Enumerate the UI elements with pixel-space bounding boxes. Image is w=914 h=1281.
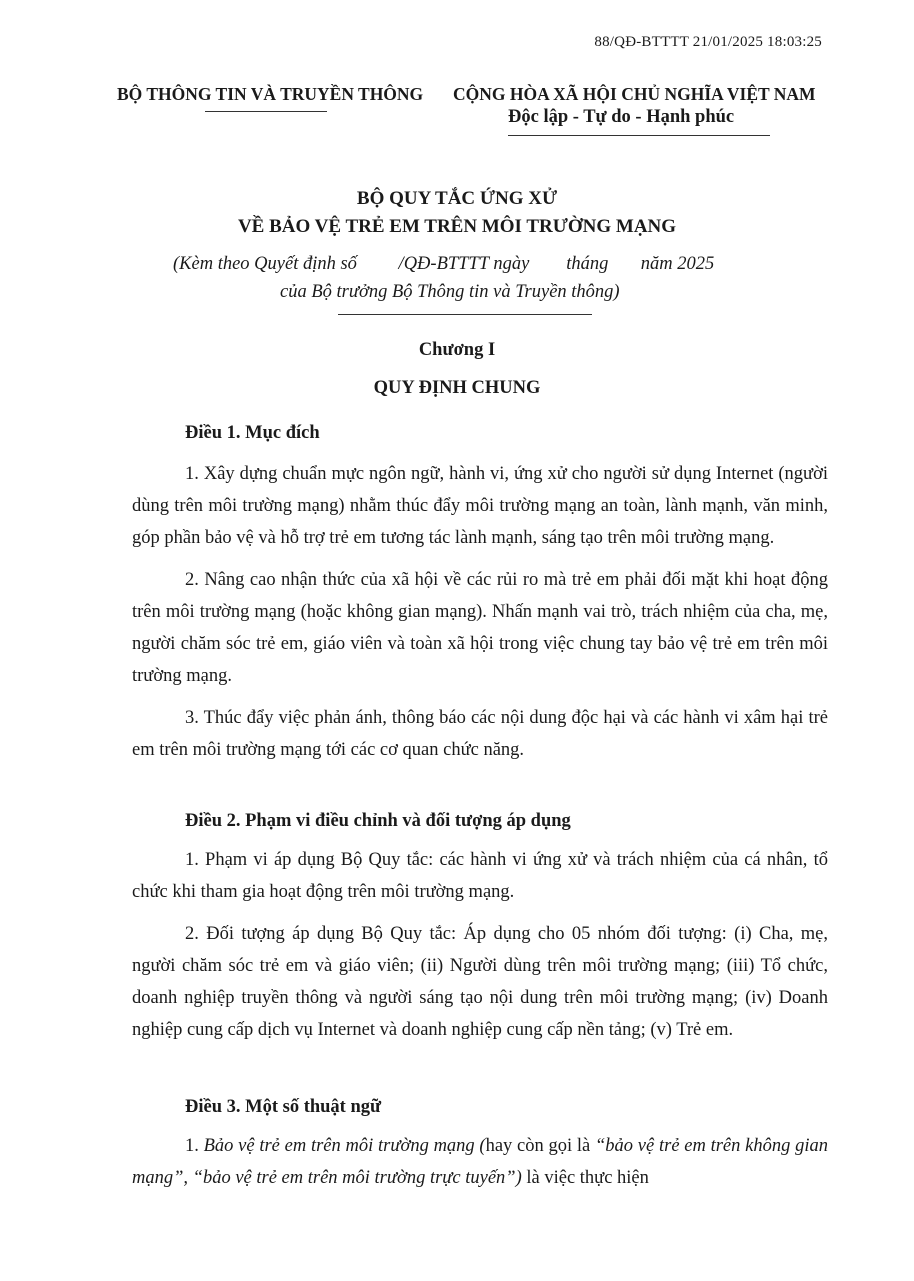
subtitle-line-2: của Bộ trưởng Bộ Thông tin và Truyền thông) (280, 282, 620, 302)
title-line-2: VỀ BẢO VỆ TRẺ EM TRÊN MÔI TRƯỜNG MẠNG (237, 216, 677, 237)
title-line-1: BỘ QUY TẮC ỨNG XỬ (356, 188, 558, 209)
republic-name: CỘNG HÒA XÃ HỘI CHỦ NGHĨA VIỆT NAM (453, 84, 816, 104)
article-1 (132, 418, 828, 766)
ministry-name: BỘ THÔNG TIN VÀ TRUYỀN THÔNG (117, 84, 424, 104)
document-stamp: 88/QĐ-BTTTT 21/01/2025 18:03:25 (594, 34, 822, 50)
article-3-paragraph-1 (132, 1130, 828, 1194)
chapter-label: Chương I (418, 340, 496, 360)
article-3-p1-number: 1. (185, 1136, 204, 1156)
article-2-paragraph-1: 1. Phạm vi áp dụng Bộ Quy tắc: các hành vi ứng xử và trách nhiệm của cá nhân, tổ chức khi tham gia hoạt động trên môi trường mạng. (132, 850, 828, 902)
article-2-paragraph-2: 2. Đối tượng áp dụng Bộ Quy tắc: Áp dụng cho 05 nhóm đối tượng: (i) Cha, mẹ, người chăm sóc trẻ em và giáo viên; (ii) Người dùng trên môi trường mạng; (iii) Tổ chức, doanh nghiệp truyền thông và người sáng tạo nội dung trên môi trường mạng; (iv) Doanh nghiệp cung cấp dịch vụ Internet và doanh nghiệp cung cấp nền tảng; (v) Trẻ em. (132, 924, 828, 1040)
motto-underline (508, 135, 770, 136)
article-3-heading: Điều 3. Một số thuật ngữ (185, 1097, 382, 1117)
article-1-heading: Điều 1. Mục đích (185, 423, 320, 443)
article-2-heading: Điều 2. Phạm vi điều chỉnh và đối tượng áp dụng (185, 811, 571, 831)
document-title (0, 185, 914, 241)
document-header (0, 84, 914, 144)
article-2 (132, 806, 828, 1046)
article-1-paragraph-2: 2. Nâng cao nhận thức của xã hội về các rủi ro mà trẻ em phải đối mặt khi hoạt động trên môi trường mạng (hoặc không gian mạng). Nhấn mạnh vai trò, trách nhiệm của cha, mẹ, người chăm sóc trẻ em, giáo viên và toàn xã hội trong việc chung tay bảo vệ trẻ em trên môi trường mạng. (132, 570, 828, 686)
national-motto: Độc lập - Tự do - Hạnh phúc (508, 107, 735, 127)
chapter-name: QUY ĐỊNH CHUNG (373, 378, 541, 398)
article-3-p1-end: là việc thực hiện (521, 1168, 649, 1188)
article-1-paragraph-1: 1. Xây dựng chuẩn mực ngôn ngữ, hành vi, ứng xử cho người sử dụng Internet (người dùng trên môi trường mạng) nhằm thúc đẩy môi trường mạng an toàn, lành mạnh, văn minh, góp phần bảo vệ và hỗ trợ trẻ em tương tác lành mạnh, sáng tạo trên môi trường mạng. (132, 464, 828, 548)
article-3-p1-mid: hay còn gọi là (485, 1136, 596, 1156)
article-1-paragraph-3: 3. Thúc đẩy việc phản ánh, thông báo các nội dung độc hại và các hành vi xâm hại trẻ em trên môi trường mạng tới các cơ quan chức năng. (132, 708, 828, 760)
article-3-p1-term: Bảo vệ trẻ em trên môi trường mạng ( (203, 1136, 486, 1156)
title-underline (338, 314, 592, 315)
ministry-underline (205, 111, 327, 112)
article-3-p1-alias: “bảo vệ trẻ em trên không gian mạng”, “bảo vệ trẻ em trên môi trường trực tuyến”) (132, 1136, 828, 1188)
subtitle-line-1: (Kèm theo Quyết định số /QĐ-BTTTT ngày tháng năm 2025 (173, 254, 715, 274)
article-3 (132, 1092, 828, 1194)
